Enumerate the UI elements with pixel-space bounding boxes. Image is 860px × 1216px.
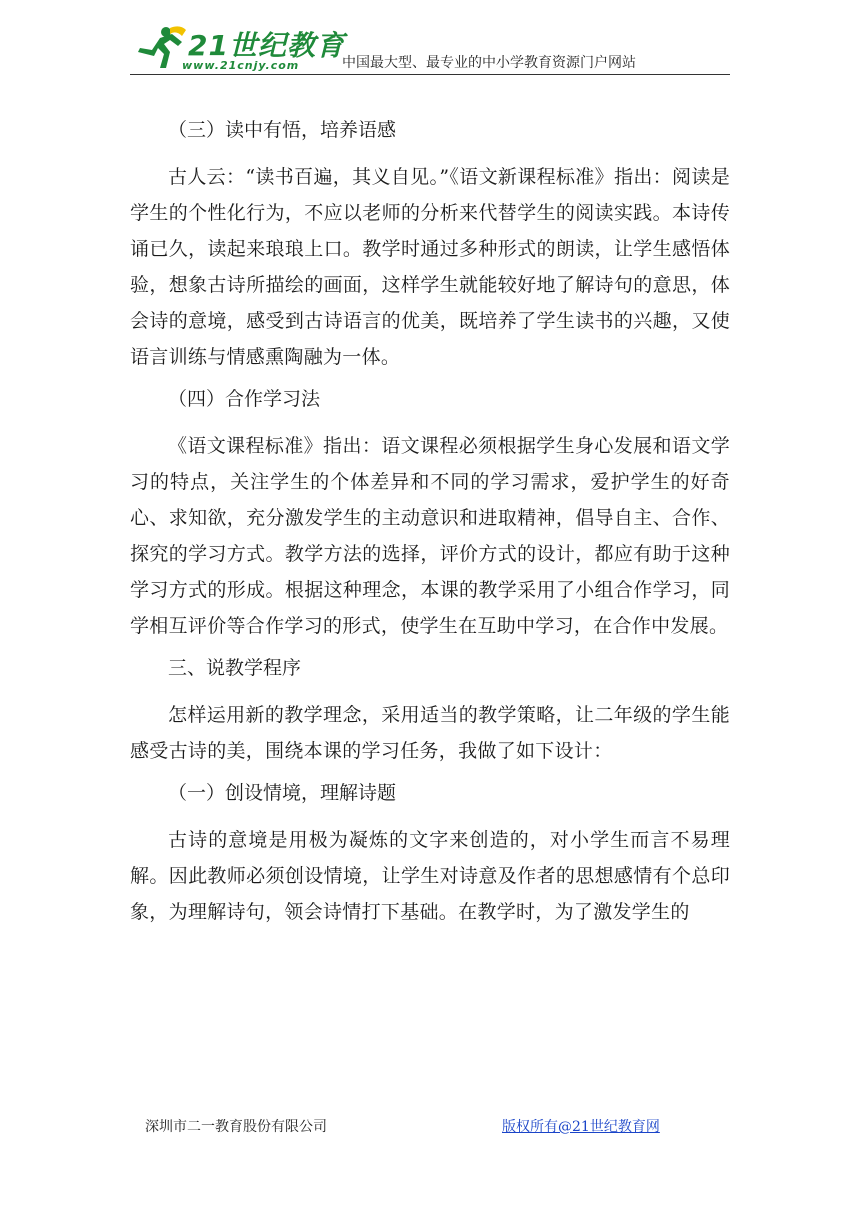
heading-1: （一）创设情境，理解诗题: [168, 782, 397, 804]
header-slogan: 中国最大型、最专业的中小学教育资源门户网站: [342, 55, 636, 71]
header-divider: [130, 74, 730, 75]
runner-logo-icon: [130, 24, 190, 72]
footer-copyright-link[interactable]: 版权所有@21世纪教育网: [502, 1119, 660, 1135]
footer-company: 深圳市二一教育股份有限公司: [145, 1119, 327, 1135]
heading-3: （三）读中有悟，培养语感: [168, 119, 397, 141]
heading-4: （四）合作学习法: [168, 388, 321, 410]
paragraph: 古诗的意境是用极为凝炼的文字来创造的，对小学生而言不易理解。因此教师必须创设情境，让学生对诗意及作者的思想感情有个总印象，为理解诗句，领会诗情打下基础。在教学时，为了激发学生的: [130, 829, 730, 923]
paragraph: 《语文课程标准》指出：语文课程必须根据学生身心发展和语文学习的特点，关注学生的个体差异和不同的学习需求，爱护学生的好奇心、求知欲，充分激发学生的主动意识和进取精神，倡导自主、合作、探究的学习方式。教学方法的选择，评价方式的设计，都应有助于这种学习方式的形成。根据这种理念，本课的教学采用了小组合作学习，同学相互评价等合作学习的形式，使学生在互助中学习，在合作中发展。: [130, 435, 730, 637]
logo-url: www.21cnjy.com: [182, 59, 300, 72]
logo-text: 21世纪教育: [188, 29, 345, 62]
logo: [130, 24, 345, 72]
paragraph: 古人云：“读书百遍，其义自见。”《语文新课程标准》指出：阅读是学生的个性化行为，不应以老师的分析来代替学生的阅读实践。本诗传诵已久，读起来琅琅上口。教学时通过多种形式的朗读，让学生感悟体验，想象古诗所描绘的画面，这样学生就能较好地了解诗句的意思，体会诗的意境，感受到古诗语言的优美，既培养了学生读书的兴趣，又使语言训练与情感熏陶融为一体。: [130, 166, 730, 368]
page-header: [130, 22, 730, 76]
paragraph: 怎样运用新的教学理念，采用适当的教学策略，让二年级的学生能感受古诗的美，围绕本课的学习任务，我做了如下设计：: [130, 704, 730, 762]
document-body: [130, 112, 730, 930]
section-heading: 三、说教学程序: [168, 657, 302, 679]
